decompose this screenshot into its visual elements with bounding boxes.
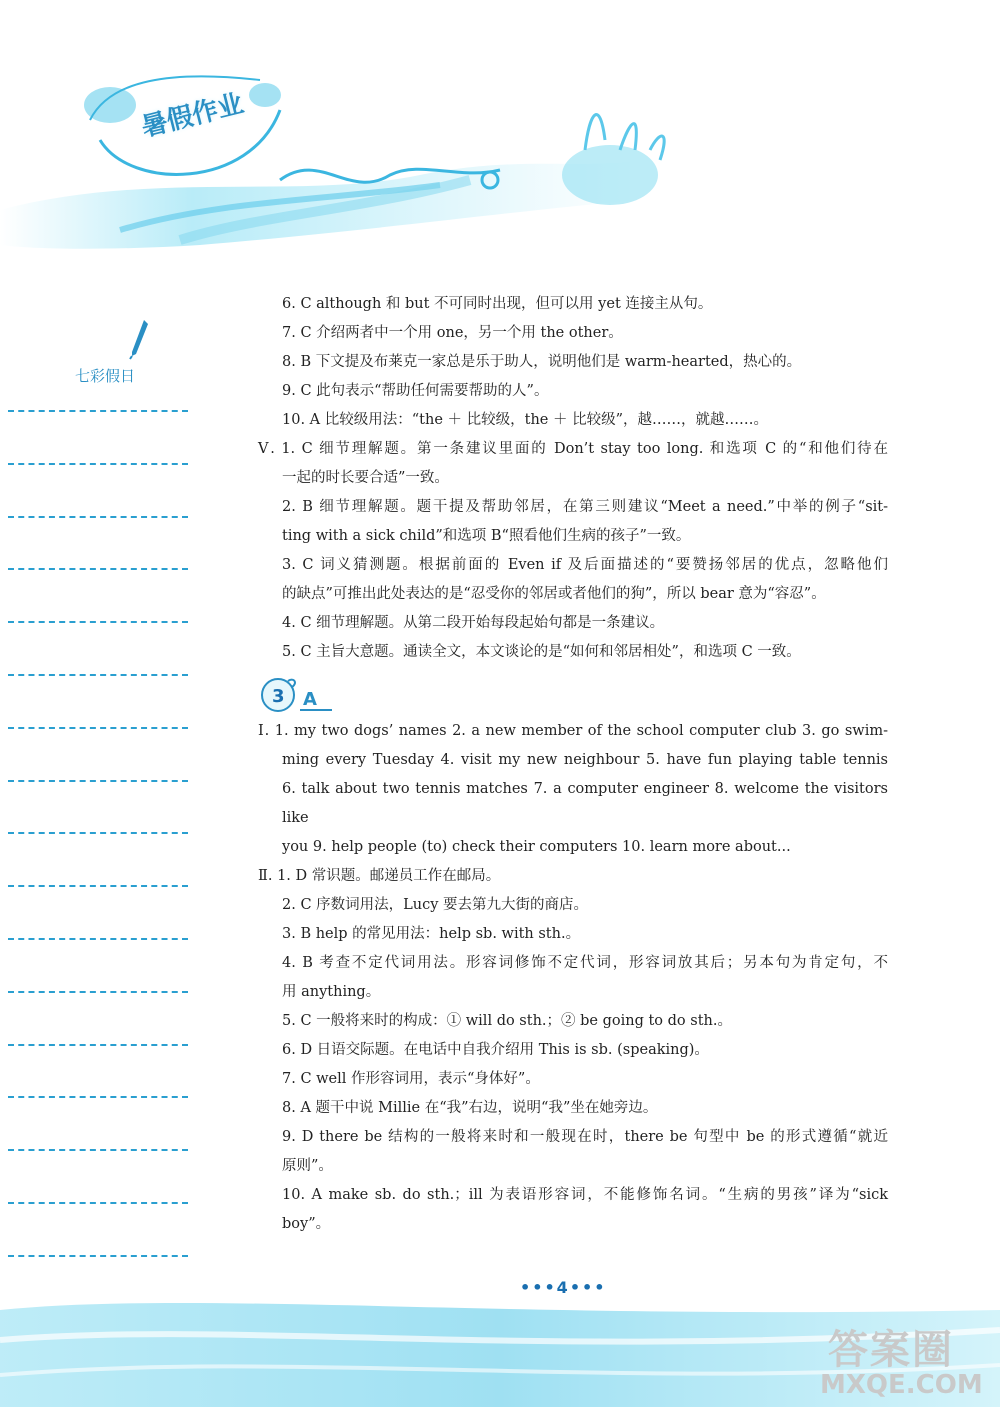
answer-line: 6. C although 和 but 不可同时出现，但可以用 yet 连接主从句。 <box>282 296 713 312</box>
writing-line <box>8 1255 188 1257</box>
part1-block <box>258 717 888 862</box>
answer-line: ming every Tuesday 4. visit my new neighbour 5. have fun playing table tennis <box>282 752 888 768</box>
section-3a-heading <box>258 667 888 717</box>
page-number: •••4••• <box>520 1278 607 1297</box>
answer-line: 8. B 下文提及布莱克一家总是乐于助人，说明他们是 warm-hearted，热心的。 <box>282 354 802 370</box>
answer-line: Ⅴ. 1. C 细节理解题。第一条建议里面的 Don’t stay too long. 和选项 C 的“和他们待在 <box>258 441 888 457</box>
prev-section-items <box>258 290 888 435</box>
writing-line <box>8 1044 188 1046</box>
watermark-text: 答案圈 <box>828 1327 954 1373</box>
answer-line: 3. C 词义猜测题。根据前面的 Even if 及后面描述的“要赞扬邻居的优点，忽略他们 <box>282 557 888 573</box>
writing-line <box>8 568 188 570</box>
answer-line: 4. C 细节理解题。从第二段开始每段起始句都是一条建议。 <box>282 615 665 631</box>
answer-line: 10. A make sb. do sth.；ill 为表语形容词，不能修饰名词。“生病的男孩”译为“sick <box>282 1187 888 1203</box>
writing-line <box>8 674 188 676</box>
section-badge-letter: A <box>303 689 317 710</box>
answer-line: 10. A 比较级用法：“the ＋ 比较级，the ＋ 比较级”，越……，就越……。 <box>282 412 769 428</box>
part2-block <box>258 862 888 1239</box>
writing-line <box>8 780 188 782</box>
writing-line <box>8 832 188 834</box>
watermark-url: MXQE.COM <box>820 1370 983 1400</box>
answer-line: 9. C 此句表示“帮助任何需要帮助的人”。 <box>282 383 549 399</box>
answer-line: Ⅰ. 1. my two dogs’ names 2. a new member of the school computer club 3. go swim- <box>258 723 888 739</box>
answer-line: 5. C 主旨大意题。通读全文，本文谈论的是“如何和邻居相处”，和选项 C 一致。 <box>282 644 801 660</box>
answer-line: 8. A 题干中说 Millie 在“我”右边，说明“我”坐在她旁边。 <box>282 1100 658 1116</box>
answer-line: 6. D 日语交际题。在电话中自我介绍用 This is sb. (speaking)。 <box>282 1042 709 1058</box>
answer-line: ting with a sick child”和选项 B“照看他们生病的孩子”一致。 <box>282 528 691 544</box>
writing-line <box>8 727 188 729</box>
writing-line <box>8 938 188 940</box>
answer-content <box>258 290 888 1239</box>
answer-line: 7. C well 作形容词用，表示“身体好”。 <box>282 1071 540 1087</box>
answer-line: Ⅱ. 1. D 常识题。邮递员工作在邮局。 <box>258 868 501 884</box>
answer-line: 一起的时长要合适”一致。 <box>282 470 449 486</box>
writing-line <box>8 885 188 887</box>
answer-line: 2. C 序数词用法，Lucy 要去第九大街的商店。 <box>282 897 589 913</box>
answer-line: 的缺点”可推出此处表达的是“忍受你的邻居或者他们的狗”，所以 bear 意为“容忍”。 <box>282 586 826 602</box>
badge-underline <box>300 709 332 711</box>
header-title: 暑假作业 <box>138 88 247 144</box>
writing-line <box>8 410 188 412</box>
writing-line <box>8 516 188 518</box>
answer-line: 原则”。 <box>282 1158 333 1174</box>
answer-line: 7. C 介绍两者中一个用 one，另一个用 the other。 <box>282 325 623 341</box>
writing-line <box>8 463 188 465</box>
writing-line <box>8 1096 188 1098</box>
answer-line: 4. B 考查不定代词用法。形容词修饰不定代词，形容词放其后；另本句为肯定句，不 <box>282 955 888 971</box>
section-badge-number: 3 <box>272 686 285 707</box>
writing-line <box>8 1149 188 1151</box>
answer-line: 9. D there be 结构的一般将来时和一般现在时，there be 句型中 be 的形式遵循“就近 <box>282 1129 888 1145</box>
section-badge-icon <box>258 675 298 715</box>
answer-line: you 9. help people (to) check their computers 10. learn more about... <box>282 839 791 855</box>
writing-line <box>8 1202 188 1204</box>
answer-line: 5. C 一般将来时的构成：① will do sth.；② be going to do sth.。 <box>282 1013 732 1029</box>
sidebar-label: 七彩假日 <box>75 367 136 385</box>
answer-line: boy”。 <box>282 1216 331 1232</box>
writing-line <box>8 991 188 993</box>
answer-line: 2. B 细节理解题。题干提及帮助邻居，在第三则建议“Meet a need.”中举的例子“sit- <box>282 499 888 515</box>
writing-line <box>8 621 188 623</box>
answer-line: 3. B help 的常见用法：help sb. with sth.。 <box>282 926 581 942</box>
answer-line: 用 anything。 <box>282 984 381 1000</box>
part5-block <box>258 435 888 667</box>
pen-icon <box>128 318 150 360</box>
answer-line: 6. talk about two tennis matches 7. a computer engineer 8. welcome the visitors like <box>282 781 888 826</box>
